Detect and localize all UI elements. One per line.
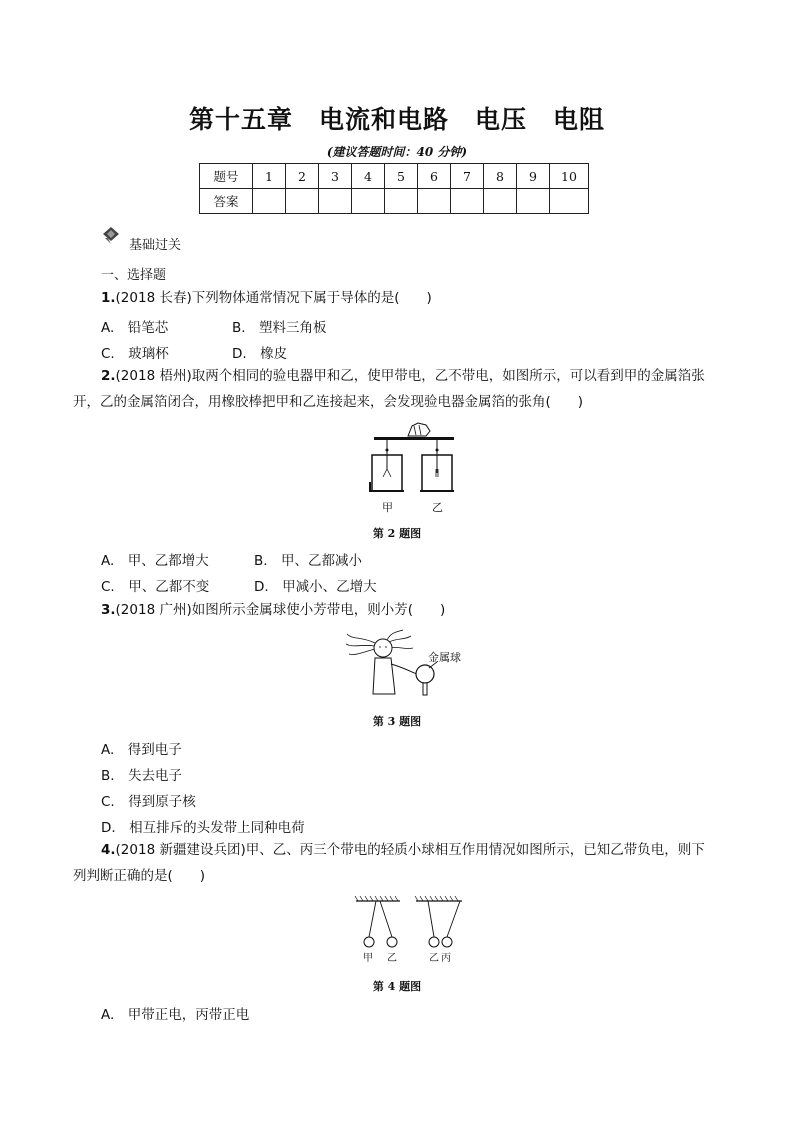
diamond-icon — [101, 226, 121, 246]
question-number-cell: 3 — [319, 164, 352, 189]
option-d[interactable]: D. 相互排斥的头发带上同种电荷 — [101, 820, 305, 836]
question-number-row — [200, 164, 589, 189]
answer-cell[interactable] — [550, 189, 589, 214]
suggested-time: (建议答题时间：40 分钟) — [326, 145, 468, 159]
option-b[interactable]: B. 塑料三角板 — [232, 320, 327, 336]
option-a[interactable]: A. 铅笔芯 — [101, 320, 169, 336]
question-number-cell: 4 — [352, 164, 385, 189]
label-yi: 乙 — [429, 953, 439, 964]
option-c[interactable]: C. 甲、乙都不变 — [101, 579, 210, 595]
option-a[interactable]: A. 得到电子 — [101, 742, 182, 758]
question-number-cell: 2 — [286, 164, 319, 189]
answer-cell[interactable] — [319, 189, 352, 214]
option-c[interactable]: C. 玻璃杯 — [101, 346, 169, 362]
metal-ball-label: 金属球 — [428, 651, 461, 664]
answer-cell[interactable] — [451, 189, 484, 214]
question-number-cell: 9 — [517, 164, 550, 189]
question-number-cell: 10 — [550, 164, 589, 189]
option-d[interactable]: D. 甲减小、乙增大 — [254, 579, 377, 595]
answer-cell[interactable] — [517, 189, 550, 214]
answer-cell[interactable] — [352, 189, 385, 214]
answer-row — [200, 189, 589, 214]
option-b[interactable]: B. 甲、乙都减小 — [254, 553, 363, 569]
electroscope-figure — [360, 417, 460, 517]
question-number-cell: 5 — [385, 164, 418, 189]
option-a[interactable]: A. 甲带正电，丙带正电 — [101, 1007, 250, 1023]
question-number-cell: 1 — [253, 164, 286, 189]
question-2 — [101, 363, 721, 389]
answer-cell[interactable] — [253, 189, 286, 214]
question-text-line1: (2018 梧州)取两个相同的验电器甲和乙，使甲带电，乙不带电，如图所示，可以看到甲的金属箔张 — [115, 368, 705, 384]
answer-cell[interactable] — [418, 189, 451, 214]
hanging-balls-figure — [350, 893, 470, 965]
chapter-title: 第十五章 电流和电路 电压 电阻 — [188, 105, 605, 134]
question-number: 1. — [101, 290, 116, 306]
question-4-continued: 列判断正确的是( ) — [73, 868, 206, 884]
label-bing: 丙 — [441, 953, 451, 964]
answer-table — [199, 163, 589, 214]
answer-cell[interactable] — [484, 189, 517, 214]
question-number-cell: 6 — [418, 164, 451, 189]
figure-caption: 第 3 题图 — [372, 715, 422, 728]
option-a[interactable]: A. 甲、乙都增大 — [101, 553, 209, 569]
answer-cell[interactable] — [286, 189, 319, 214]
option-c[interactable]: C. 得到原子核 — [101, 794, 196, 810]
section-header: 基础过关 — [129, 238, 182, 253]
girl-metal-ball-figure — [345, 628, 475, 698]
label-jia: 甲 — [382, 501, 393, 514]
question-number-cell: 7 — [451, 164, 484, 189]
label-yi: 乙 — [387, 953, 397, 964]
question-text-line1: (2018 新疆建设兵团)甲、乙、丙三个带电的轻质小球相互作用情况如图所示，已知乙带负电，则下 — [115, 842, 705, 858]
question-number: 2. — [101, 368, 116, 384]
option-b[interactable]: B. 失去电子 — [101, 768, 183, 784]
option-d[interactable]: D. 橡皮 — [232, 346, 288, 362]
question-text: (2018 长春)下列物体通常情况下属于导体的是( ) — [115, 290, 432, 306]
row-label-number: 题号 — [200, 164, 253, 189]
question-number: 3. — [101, 602, 116, 618]
question-2-continued: 开，乙的金属箔闭合，用橡胶棒把甲和乙连接起来，会发现验电器金属箔的张角( ) — [73, 394, 584, 410]
label-jia: 甲 — [363, 953, 373, 964]
row-label-answer: 答案 — [200, 189, 253, 214]
question-text: (2018 广州)如图所示金属球使小芳带电，则小芳( ) — [115, 602, 446, 618]
question-3 — [101, 597, 445, 623]
question-number-cell: 8 — [484, 164, 517, 189]
figure-caption: 第 4 题图 — [372, 980, 422, 993]
answer-cell[interactable] — [385, 189, 418, 214]
part-title: 一、选择题 — [101, 268, 167, 283]
label-yi: 乙 — [432, 501, 443, 514]
question-number: 4. — [101, 842, 116, 858]
question-1 — [101, 285, 432, 311]
question-4 — [101, 837, 721, 863]
figure-caption: 第 2 题图 — [372, 527, 422, 540]
